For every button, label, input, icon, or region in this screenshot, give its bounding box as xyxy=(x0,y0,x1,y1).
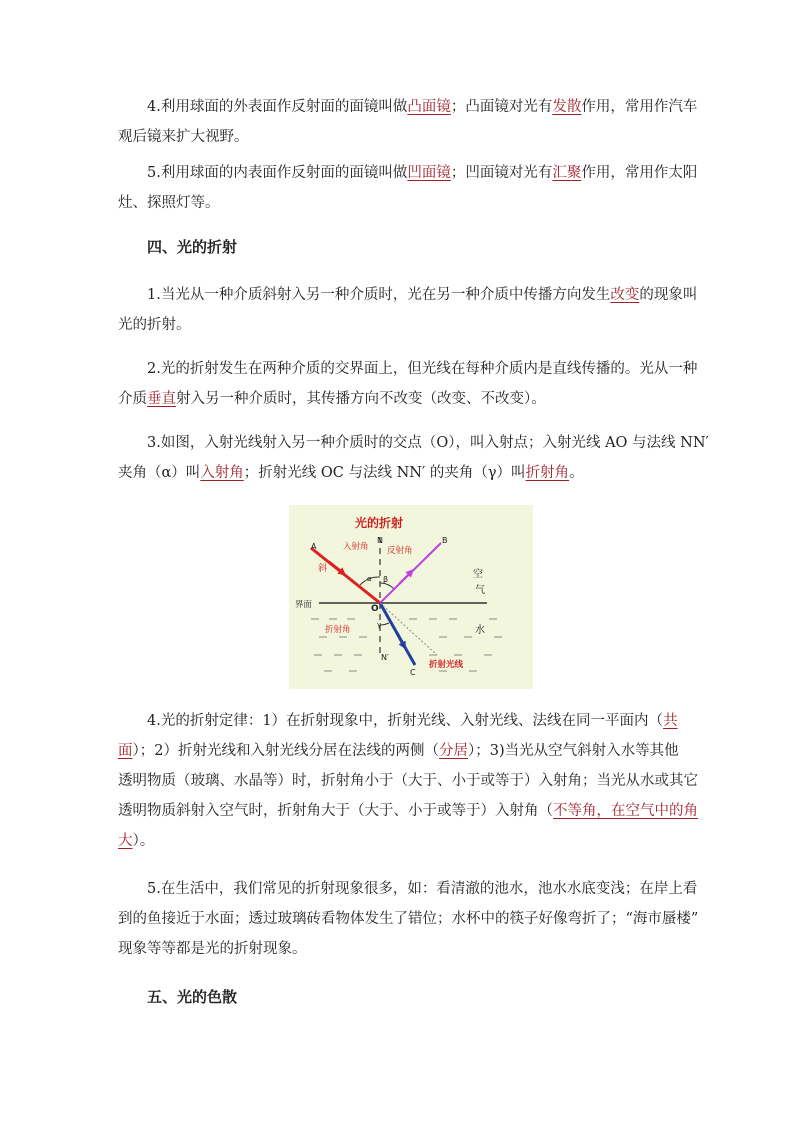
label-O: O xyxy=(371,604,379,614)
answer-concave-mirror: 凹面镜 xyxy=(407,165,451,181)
label-N-prime: N′ xyxy=(381,653,389,662)
label-refraction-angle: 折射角 xyxy=(325,625,351,635)
label-air-1: 空 xyxy=(473,569,483,580)
answer-incident-angle: 入射角 xyxy=(200,465,244,481)
label-reflection-angle: 反射角 xyxy=(387,546,413,556)
angle-arc-gamma xyxy=(380,623,389,625)
answer-change: 改变 xyxy=(610,287,640,303)
label-water: 水 xyxy=(475,625,485,636)
paragraph-refraction-interface: 2.光的折射发生在两种介质的交界面上，但光线在每种介质内是直线传播的。光从一种 介质垂直射入另一种介质时，其传播方向不改变（改变、不改变）。 xyxy=(118,361,698,407)
answer-coplanar-1: 共 xyxy=(663,713,678,729)
label-incident-angle: 入射角 xyxy=(343,542,369,552)
answer-unequal-angle-2: 大 xyxy=(118,833,133,849)
section-heading-dispersion: 五、光的色散 xyxy=(147,988,238,1006)
label-interface: 界面 xyxy=(295,600,313,610)
paragraph-concave-mirror: 5.利用球面的内表面作反射面的面镜叫做凹面镜；凹面镜对光有汇聚作用，常用作太阳 灶、探照灯等。 xyxy=(118,165,698,211)
label-oblique: 斜 xyxy=(318,564,328,574)
label-beta: β xyxy=(383,575,389,584)
label-air-2: 气 xyxy=(475,585,485,596)
answer-diverge: 发散 xyxy=(552,99,582,115)
label-gamma: γ xyxy=(377,621,382,629)
refracted-ray-arrow xyxy=(397,633,404,646)
paragraph-refraction-figure-terms: 3.如图，入射光线射入另一种介质时的交点（O），叫入射点；入射光线 AO 与法线 NN′ 夹角（α）叫入射角；折射光线 OC 与法线 NN′ 的夹角（γ）叫折射角。 xyxy=(118,435,709,481)
label-B: B xyxy=(442,536,448,545)
paragraph-refraction-definition: 1.当光从一种介质斜射入另一种介质时，光在另一种介质中传播方向发生改变的现象叫 光的折射。 xyxy=(118,287,698,333)
answer-unequal-angle-1: 不等角，在空气中的角 xyxy=(553,803,698,819)
answer-refraction-angle: 折射角 xyxy=(525,465,570,481)
extension-line xyxy=(380,603,437,655)
answer-perpendicular: 垂直 xyxy=(147,391,176,407)
answer-separate: 分居 xyxy=(438,743,468,759)
refraction-diagram xyxy=(289,505,533,689)
refraction-diagram-svg xyxy=(289,505,533,689)
answer-convex-mirror: 凸面镜 xyxy=(407,99,451,115)
section-heading-refraction: 四、光的折射 xyxy=(147,238,238,256)
reflected-ray-arrow xyxy=(399,572,411,584)
label-C: C xyxy=(410,668,416,677)
answer-coplanar-2: 面 xyxy=(118,743,133,759)
incident-ray-arrow xyxy=(329,562,343,573)
label-refracted-ray: 折射光线 xyxy=(429,660,464,670)
answer-converge: 汇聚 xyxy=(552,165,582,181)
paragraph-refraction-examples: 5.在生活中，我们常见的折射现象很多，如：看清澈的池水，池水水底变浅；在岸上看 到的鱼接近于水面；透过玻璃砖看物体发生了错位；水杯中的筷子好像弯折了；“海市蜃楼” 现象等等都是光的折射现象。 xyxy=(118,881,699,957)
paragraph-convex-mirror: 4.利用球面的外表面作反射面的面镜叫做凸面镜；凸面镜对光有发散作用，常用作汽车 观后镜来扩大视野。 xyxy=(118,99,698,145)
label-A: A xyxy=(311,542,317,551)
figure-title: 光的折射 xyxy=(355,516,404,530)
label-alpha: α xyxy=(367,575,372,583)
label-N: N xyxy=(377,536,383,545)
paragraph-refraction-law: 4.光的折射定律：1）在折射现象中，折射光线、入射光线、法线在同一平面内（共 面）；2）折射光线和入射光线分居在法线的两侧（分居）；3)当光从空气斜射入水等其他 透明物质（玻璃、水晶等）时，折射角小于（大于、小于或等于）入射角；当光从水或其它 透明物质斜射入空气时，折射角大于（大于、小于或等于）入射角（不等角，在空气中的角 大）。 xyxy=(118,713,698,849)
